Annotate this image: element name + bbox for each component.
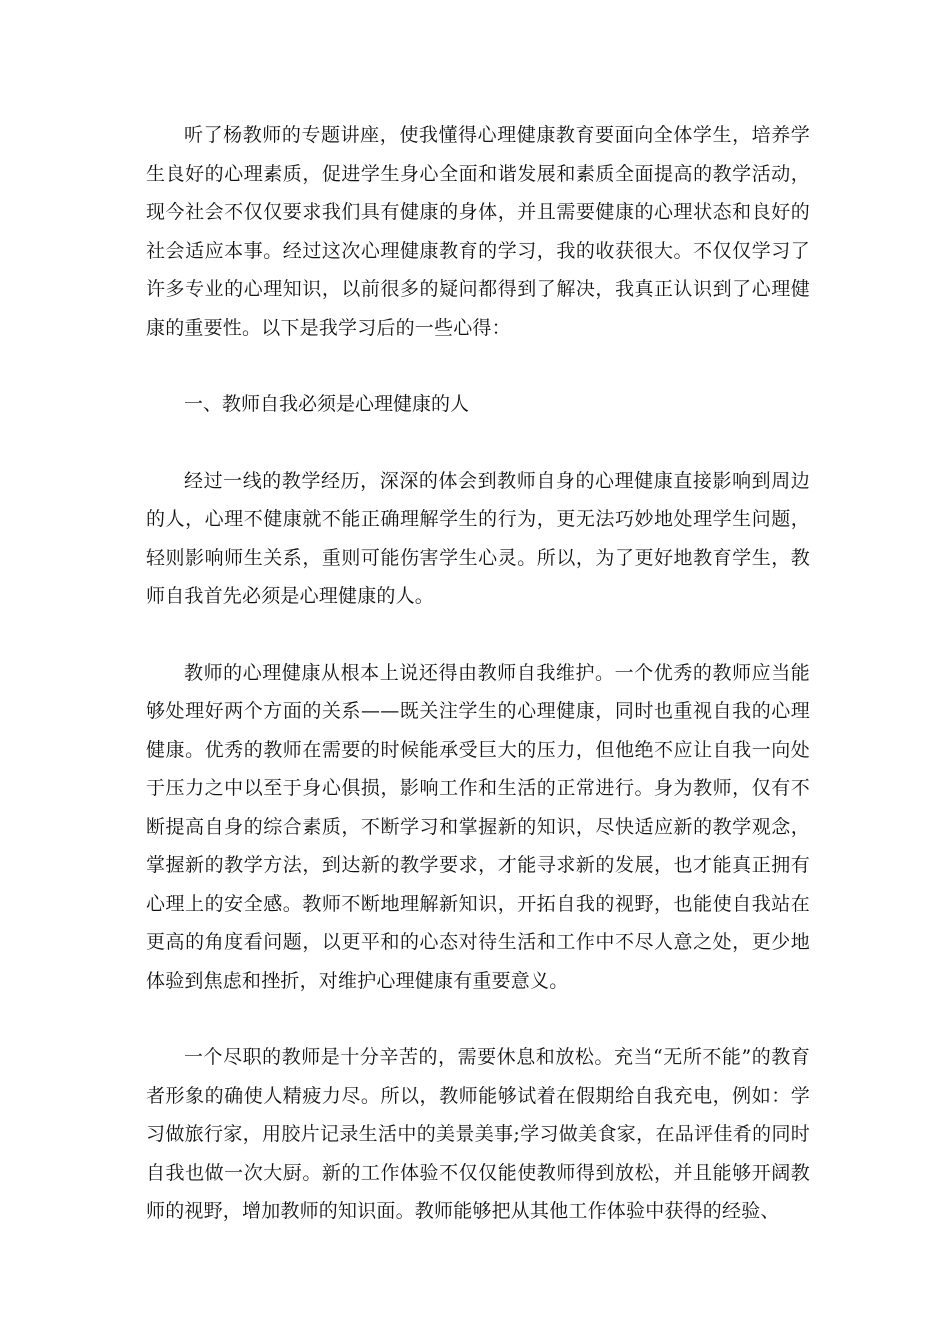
- paragraph-spacer: [146, 424, 810, 462]
- paragraph-spacer: [146, 1000, 810, 1038]
- section-heading: 一、教师自我必须是心理健康的人: [184, 393, 470, 415]
- body-paragraph-rest-relax: 一个尽职的教师是十分辛苦的，需要休息和放松。充当“无所不能”的教育者形象的确使人精疲力尽。所以，教师能够试着在假期给自我充电，例如：学习做旅行家，用胶片记录生活中的美景美事;学习做美食家，在品评佳肴的同时自我也做一次大厨。新的工作体验不仅仅能使教师得到放松，并且能够开阔教师的视野，增加教师的知识面。教师能够把从其他工作体验中获得的经验、: [146, 1046, 810, 1222]
- body-paragraph-experience: 经过一线的教学经历，深深的体会到教师自身的心理健康直接影响到周边的人，心理不健康就不能正确理解学生的行为，更无法巧妙地处理学生问题，轻则影响师生关系，重则可能伤害学生心灵。所以，为了更好地教育学生，教师自我首先必须是心理健康的人。: [146, 469, 810, 607]
- document-body: [146, 116, 810, 1231]
- intro-paragraph: 听了杨教师的专题讲座，使我懂得心理健康教育要面向全体学生，培养学生良好的心理素质，促进学生身心全面和谐发展和素质全面提高的教学活动，现今社会不仅仅要求我们具有健康的身体，并且需要健康的心理状态和良好的社会适应本事。经过这次心理健康教育的学习，我的收获很大。不仅仅学习了许多专业的心理知识，以前很多的疑问都得到了解决，我真正认识到了心理健康的重要性。以下是我学习后的一些心得：: [146, 124, 810, 339]
- paragraph-spacer: [146, 347, 810, 385]
- paragraph-spacer: [146, 616, 810, 654]
- body-paragraph-self-maintenance: 教师的心理健康从根本上说还得由教师自我维护。一个优秀的教师应当能够处理好两个方面的关系——既关注学生的心理健康，同时也重视自我的心理健康。优秀的教师在需要的时候能承受巨大的压力，但他绝不应让自我一向处于压力之中以至于身心俱损，影响工作和生活的正常进行。身为教师，仅有不断提高自身的综合素质，不断学习和掌握新的知识，尽快适应新的教学观念，掌握新的教学方法，到达新的教学要求，才能寻求新的发展，也才能真正拥有心理上的安全感。教师不断地理解新知识，开拓自我的视野，也能使自我站在更高的角度看问题，以更平和的心态对待生活和工作中不尽人意之处，更少地体验到焦虑和挫折，对维护心理健康有重要意义。: [146, 661, 810, 992]
